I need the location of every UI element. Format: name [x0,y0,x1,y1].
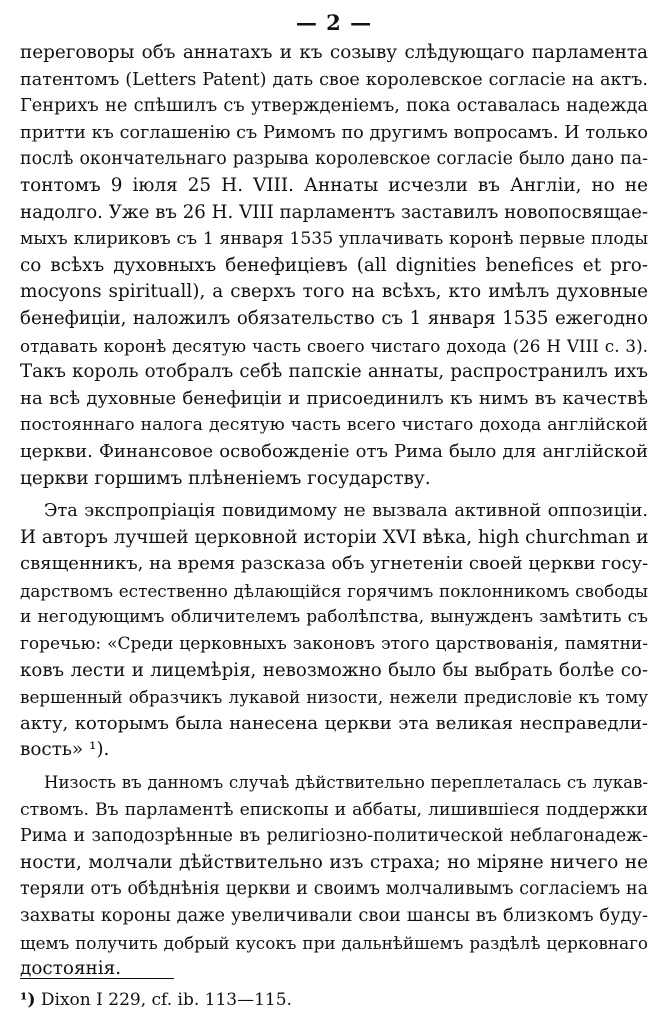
body-text [20,40,648,983]
footnote-text: Dixon I 229, cf. ib. 113—115. [40,990,292,1010]
text-line: со всѣхъ духовныхъ бенефицiевъ (all dignities benefices et pro- [20,254,648,276]
text-line: захваты короны даже увеличивали свои шансы въ близкомъ буду- [20,905,648,926]
text-line: щемъ получить добрый кусокъ при дальнѣйшемъ раздѣлѣ церковнаго [20,932,648,953]
text-line: мыхъ клириковъ съ 1 января 1535 уплачивать коронѣ первые плоды [20,229,648,250]
text-line: на всѣ духовные бенефиціи и присоединилъ къ нимъ въ качествѣ [20,387,648,409]
text-line: И авторъ лучшей церковной исторіи XVI вѣка, high churchman и [20,526,648,548]
text-line: Рима и заподозрѣнные въ религіозно-политической неблагонадеж- [20,826,648,847]
text-line: достоянія. [20,958,122,980]
footnote-mark: ¹) [20,990,36,1010]
text-line: вость» ¹). [20,739,110,761]
text-line: бенефиціи, наложилъ обязательство съ 1 января 1535 ежегодно [20,307,648,329]
footnote-divider [20,978,174,979]
text-line: вершенный образчикъ лукавой низости, нежели предисловіе къ тому [20,687,648,708]
page-number: — 2 — [295,10,373,35]
text-line: теряли отъ обѣднѣнія церкви и своимъ молчаливымъ согласіемъ на [20,879,648,900]
text-line: отдавать коронѣ десятую часть своего чистаго дохода (26 H VIII c. 3). [20,335,648,356]
text-line: дарствомъ естественно дѣлающійся горячимъ поклонникомъ свободы [20,580,648,601]
text-line: церкви. Финансовое освобожденіе отъ Рима было для англійской [20,440,648,462]
text-line: Эта экспропріація повидимому не вызвала активной оппозиціи. [44,501,648,522]
text-line: акту, которымъ была нанесена церкви эта великая несправедли- [20,712,648,734]
text-line: и негодующимъ обличителемъ раболѣпства, вынужденъ замѣтить съ [20,607,648,628]
text-line: надолго. Уже въ 26 Н. VIII парламентъ заставилъ новопосвящае- [20,201,648,223]
text-line: Низость въ данномъ случаѣ дѣйствительно переплеталась съ лукав- [44,773,648,793]
text-line: Такъ король отобралъ себѣ папскіе аннаты, распространилъ ихъ [20,361,648,383]
text-line: ствомъ. Въ парламентѣ епископы и аббаты, лишившіеся поддержки [20,799,648,820]
text-line: постояннаго налога десятую часть всего чистаго дохода англійской [20,415,648,436]
text-line: переговоры объ аннатахъ и къ созыву слѣдующаго парламента [20,42,648,63]
text-line: mocyons spirituall), а сверхъ того на всѣхъ, кто имѣлъ духовные [20,281,648,303]
footnote [20,988,292,1012]
text-line: горечью: «Среди церковныхъ законовъ этого царствованія, памятни- [20,634,648,655]
text-line: притти къ соглашенію съ Римомъ по другимъ вопросамъ. И только [20,122,648,143]
text-line: патентомъ (Letters Patent) дать свое королевское согласіе на актъ. [20,69,648,90]
text-line: ковъ лести и лицемѣрія, невозможно было бы выбрать болѣе со- [20,659,648,681]
text-line: ности, молчали дѣйствительно изъ страха; но мірянe ничего не [20,851,648,873]
text-line: тонтомъ 9 іюля 25 Н. VIII. Аннаты исчезли въ Англіи, но не [20,174,648,196]
text-line: Генрихъ не спѣшилъ съ утвержденіемъ, пока оставалась надежда [20,95,648,117]
text-line: священникъ, на время разсказа объ угнетеніи своей церкви госу- [20,553,648,575]
text-line: послѣ окончательнаго разрыва королевское согласіе было дано па- [20,149,648,170]
text-line: церкви горшимъ плѣненіемъ государству. [20,467,431,489]
